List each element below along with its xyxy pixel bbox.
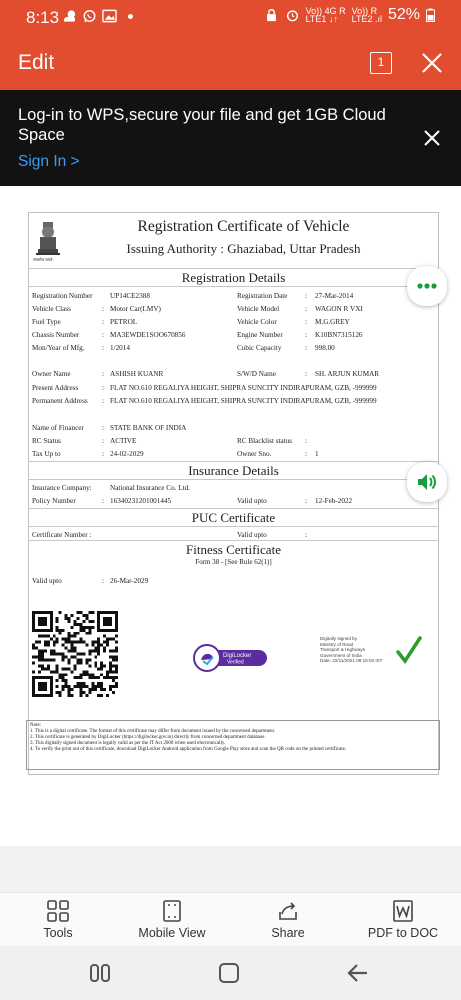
battery-percent: 52% bbox=[387, 6, 420, 23]
engine-value: K10BN7315126 bbox=[315, 331, 363, 339]
note-line: 1. This is a digital certificate. The format of this certificate may differ from document issued by the concerned department. bbox=[30, 729, 276, 734]
ins-valid-value: 12-Feb-2022 bbox=[315, 497, 353, 505]
insurance-company-value: National Insurance Co. Ltd. bbox=[110, 484, 191, 492]
status-notification-icons bbox=[62, 9, 133, 23]
digital-signature-block bbox=[320, 636, 424, 676]
rc-status-label: RC Status bbox=[32, 437, 61, 445]
word-doc-icon bbox=[391, 899, 415, 923]
mfg-label: Mon/Year of Mfg. bbox=[32, 344, 85, 352]
mfg-value: 1/2014 bbox=[110, 344, 130, 352]
divider bbox=[29, 540, 438, 541]
emblem-caption: सत्यमेव जयते bbox=[33, 257, 53, 262]
back-icon[interactable] bbox=[345, 960, 371, 986]
battery-icon bbox=[426, 8, 435, 22]
system-nav-bar bbox=[0, 946, 461, 1000]
page-title: Edit bbox=[18, 51, 55, 74]
rc-document-page: सत्यमेव जयते Registration Certificate of Vehicle Issuing Authority : Ghaziabad, Uttar Pradesh Registration Details Registration Number UP14CE2388 Vehicle Class : Motor Car(LMV) Fuel Type : PETROL Chassis Number : MA3EWDE1SOO670856 Mon/Year of Mfg. : 1/2014 Registration Date : 27-Mar-2014 Vehicle Model : WAGON R VXI Vehicle Color : M.G.GREY Engine Number : K10BN7315126 Cubic Capacity : 998.00 Owner Name : ASHISH KUANR S/W/D Name : SH. ARJUN KUMAR Present Address : FLAT NO.610 REGALIYA HEIGHT, SHIPRA SUNCITY INDIRAPURAM, GZB, -999999 Permanent Address : FLAT NO.610 REGALIYA HEIGHT, SHIPRA SUNCITY INDIRAPURAM, GZB, -999999 Name of Financer : STATE BANK OF INDIA RC Status : ACTIVE RC Blacklist status : Tax Up to : 24-02-2029 Owner Sno. : 1 Insurance Details Insurance Company: National Insurance Co. Ltd. Policy Number : 16340231201001445 Valid upto : 12-Feb-2022 PUC Certificate Certificate Number : Valid upto : Fitness Certificate Form 38 - [See Rule 62(1)] Valid upto : 26-Mar-2029 bbox=[28, 212, 439, 775]
divider bbox=[29, 508, 438, 509]
digilocker-label: DigiLocker bbox=[223, 653, 252, 659]
tools-grid-icon bbox=[46, 899, 70, 923]
mobile-view-label: Mobile View bbox=[138, 926, 206, 940]
owner-sno-value: 1 bbox=[315, 450, 319, 458]
digilocker-sub: Verified bbox=[227, 659, 244, 666]
model-value: WAGON R VXI bbox=[315, 305, 363, 313]
alarm-icon bbox=[285, 8, 300, 22]
sim2-signal: Vo)) R LTE2 .ıl bbox=[351, 6, 382, 24]
chassis-value: MA3EWDE1SOO670856 bbox=[110, 331, 186, 339]
bottom-toolbar bbox=[0, 892, 461, 946]
app-bar bbox=[0, 36, 461, 90]
status-bar bbox=[0, 0, 461, 36]
note-line: Note: bbox=[30, 723, 42, 728]
puc-valid-label: Valid upto bbox=[237, 531, 267, 539]
fuel-type-label: Fuel Type bbox=[32, 318, 61, 326]
swd-value: SH. ARJUN KUMAR bbox=[315, 370, 380, 378]
weather-icon bbox=[62, 9, 77, 23]
more-dots-icon bbox=[407, 266, 447, 306]
document-viewer[interactable] bbox=[0, 186, 461, 846]
qr-code bbox=[32, 611, 118, 697]
present-address-label: Present Address bbox=[32, 384, 79, 392]
mobile-view-icon bbox=[160, 899, 184, 923]
policy-value: 16340231201001445 bbox=[110, 497, 172, 505]
registration-heading: Registration Details bbox=[181, 270, 286, 285]
close-icon[interactable] bbox=[420, 51, 444, 75]
more-options-button[interactable] bbox=[407, 266, 447, 306]
puc-cert-label: Certificate Number : bbox=[32, 531, 92, 539]
reg-date-value: 27-Mar-2014 bbox=[315, 292, 354, 300]
divider bbox=[29, 461, 438, 462]
cloud-login-banner bbox=[0, 90, 461, 186]
engine-label: Engine Number bbox=[237, 331, 283, 339]
puc-heading: PUC Certificate bbox=[191, 510, 276, 525]
owner-sno-label: Owner Sno. bbox=[237, 450, 272, 458]
model-label: Vehicle Model bbox=[237, 305, 280, 313]
permanent-address-value: FLAT NO.610 REGALIYA HEIGHT, SHIPRA SUNCITY INDIRAPURAM, GZB, -999999 bbox=[110, 397, 377, 405]
color-value: M.G.GREY bbox=[315, 318, 350, 326]
sim1-signal: Vo)) 4G R LTE1 ↓↑ bbox=[305, 6, 346, 24]
fit-valid-value: 26-Mar-2029 bbox=[110, 577, 149, 585]
ins-valid-label: Valid upto bbox=[237, 497, 267, 505]
note-line: 3. This digitally signed document is legally valid as per the IT Act 2000 when used electronically. bbox=[30, 741, 226, 746]
tools-button[interactable] bbox=[13, 899, 103, 940]
pdf-to-doc-button[interactable] bbox=[358, 899, 448, 940]
owner-name-label: Owner Name bbox=[32, 370, 71, 378]
banner-close-icon[interactable] bbox=[423, 129, 441, 147]
share-icon bbox=[276, 899, 300, 923]
note-line: 2. This certificate is generated by DigiLocker (https://digilocker.gov.in) directly from concerned department database. bbox=[30, 735, 266, 740]
read-aloud-button[interactable] bbox=[407, 462, 447, 502]
whatsapp-icon bbox=[82, 9, 97, 23]
signed-line: Date: 22/11/2021 08:10:03 IST bbox=[320, 658, 383, 664]
status-time: 8:13 bbox=[26, 8, 60, 27]
lock-icon bbox=[264, 8, 279, 22]
divider bbox=[29, 268, 438, 269]
pdf-to-doc-label: PDF to DOC bbox=[367, 926, 439, 940]
permanent-address-label: Permanent Address bbox=[32, 397, 88, 405]
mobile-view-button[interactable] bbox=[127, 899, 217, 940]
signed-line: Digitally signed by bbox=[320, 636, 358, 641]
signed-line: Government of India bbox=[320, 652, 362, 658]
fitness-subheading: Form 38 - [See Rule 62(1)] bbox=[195, 558, 272, 566]
gallery-icon bbox=[102, 9, 117, 23]
notification-dot-icon bbox=[128, 14, 133, 19]
color-label: Vehicle Color bbox=[237, 318, 277, 326]
tools-label: Tools bbox=[43, 926, 73, 940]
chassis-label: Chassis Number bbox=[32, 331, 80, 339]
reg-date-label: Registration Date bbox=[237, 292, 288, 300]
owner-name-value: ASHISH KUANR bbox=[110, 370, 164, 378]
insurance-heading: Insurance Details bbox=[188, 463, 279, 478]
issuing-authority: Issuing Authority : Ghaziabad, Uttar Pradesh bbox=[126, 241, 361, 256]
vehicle-class-label: Vehicle Class bbox=[32, 305, 71, 313]
divider bbox=[29, 526, 438, 527]
speaker-icon bbox=[407, 462, 447, 502]
share-label: Share bbox=[271, 926, 305, 940]
cc-value: 998.00 bbox=[315, 344, 335, 352]
share-button[interactable] bbox=[243, 899, 333, 940]
vehicle-class-value: Motor Car(LMV) bbox=[110, 305, 161, 313]
swd-label: S/W/D Name bbox=[237, 370, 276, 378]
status-system-icons bbox=[264, 6, 435, 24]
reg-number-label: Registration Number bbox=[32, 292, 93, 300]
signed-line: Ministry of Road bbox=[320, 641, 354, 647]
note-line: 4. To verify the print out of this certificate, download DigiLocker Android application from Google Play store and scan the QR code on the printed certificate. bbox=[30, 747, 347, 752]
doc-title: Registration Certificate of Vehicle bbox=[137, 218, 350, 235]
rc-blacklist-label: RC Blacklist status bbox=[237, 437, 293, 445]
page-count-button[interactable]: 1 bbox=[370, 52, 392, 74]
present-address-value: FLAT NO.610 REGALIYA HEIGHT, SHIPRA SUNCITY INDIRAPURAM, GZB, -999999 bbox=[110, 384, 377, 392]
financer-value: STATE BANK OF INDIA bbox=[110, 424, 187, 432]
banner-message: Log-in to WPS,secure your file and get 1GB Cloud Space bbox=[18, 106, 386, 144]
fuel-type-value: PETROL bbox=[110, 318, 138, 326]
home-icon[interactable] bbox=[216, 960, 242, 986]
certificate-notes bbox=[26, 720, 440, 770]
divider bbox=[29, 286, 438, 287]
verified-check-icon bbox=[396, 636, 422, 664]
financer-label: Name of Financer bbox=[32, 424, 84, 432]
policy-label: Policy Number bbox=[32, 497, 76, 505]
sign-in-link[interactable]: Sign In > bbox=[18, 153, 80, 170]
reg-number-value: UP14CE2388 bbox=[110, 292, 150, 300]
tax-value: 24-02-2029 bbox=[110, 450, 144, 458]
divider bbox=[29, 479, 438, 480]
viewer-bottom-margin bbox=[0, 846, 461, 892]
tax-label: Tax Up to bbox=[32, 450, 61, 458]
signed-line: Transport & Highways bbox=[320, 647, 366, 653]
recent-apps-icon[interactable] bbox=[87, 960, 113, 986]
rc-status-value: ACTIVE bbox=[110, 437, 137, 445]
insurance-company-label: Insurance Company: bbox=[32, 484, 92, 492]
digilocker-verified-badge bbox=[193, 644, 269, 672]
fit-valid-label: Valid upto bbox=[32, 577, 62, 585]
fitness-heading: Fitness Certificate bbox=[186, 542, 281, 557]
cc-label: Cubic Capacity bbox=[237, 344, 282, 352]
